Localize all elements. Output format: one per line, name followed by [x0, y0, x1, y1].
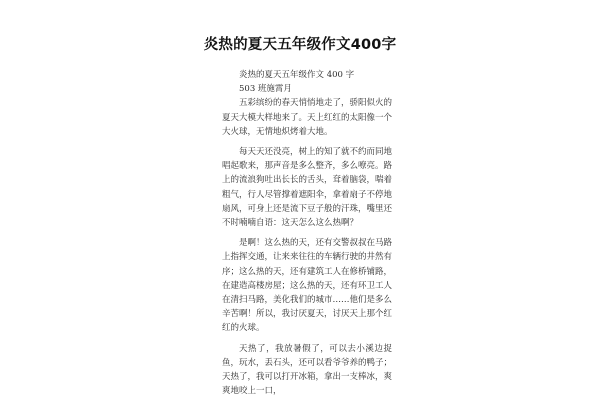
document-title: 炎热的夏天五年级作文400字	[203, 37, 397, 53]
article-subtitle: 炎热的夏天五年级作文 400 字	[239, 70, 355, 80]
paragraph-1: 五彩缤纷的春天悄悄地走了，骄阳似火的夏天大模大样地来了。天上红红的太阳像一个大火球，无情地炽烤着大地。	[222, 98, 393, 137]
paragraph-3: 是啊！这么热的天，还有交警叔叔在马路上指挥交通，让来来往往的车辆行驶的井然有序；这么热的天，还有建筑工人在修桥铺路，在建造高楼房屋；这么热的天，还有环卫工人在清扫马路，美化我们的城市……他们是多么辛苦啊！所以，我讨厌夏天，讨厌天上那个红红的火球。	[222, 238, 393, 334]
article-body	[222, 68, 392, 404]
paragraph-4: 天热了，我放暑假了，可以去小溪边捉鱼，玩水，丢石头，还可以看爷爷养的鸭子；天热了，我可以打开冰箱，拿出一支棒冰，爽爽地咬上一口，	[222, 343, 393, 397]
article-author: 503 班施霄月	[239, 84, 292, 95]
paragraph-2: 每天天还没亮，树上的知了就不约而同地唱起歌来，那声音是多么整齐，多么嘹亮。路上的流浪狗吐出长长的舌头，耷着脑袋，喘着粗气，行人尽管撑着遮阳伞，拿着扇子不停地扇风，可身上还是流下豆子般的汗珠，嘴里还不时喃喃自语：这天怎么这么热啊？	[222, 147, 393, 229]
